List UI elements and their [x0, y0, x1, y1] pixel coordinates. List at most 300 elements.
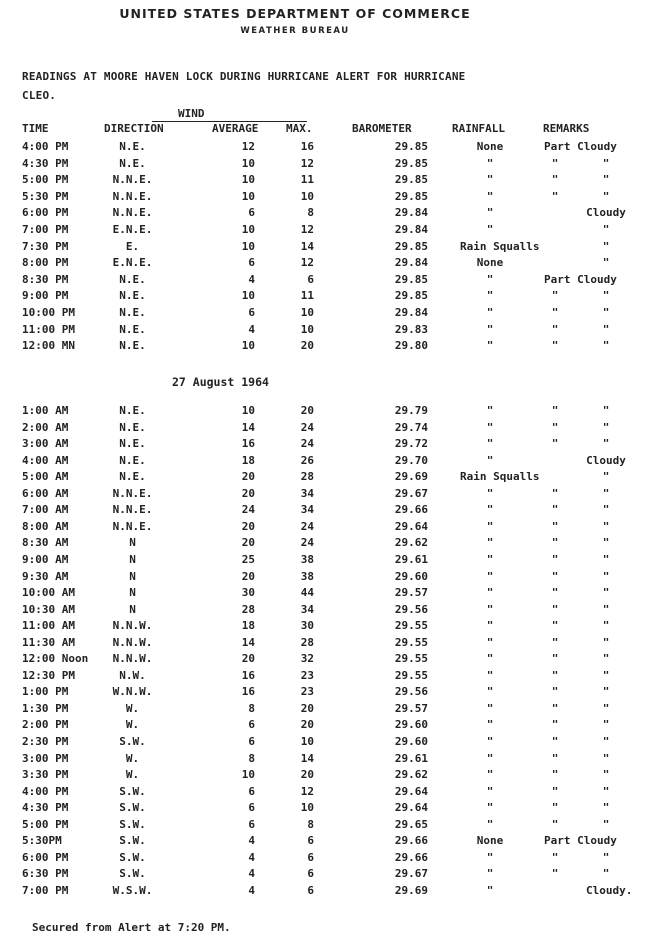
cell-time: 6:00 AM [22, 486, 69, 500]
cell-time: 9:00 AM [22, 552, 69, 566]
cell-remarks-2: " [602, 503, 610, 517]
cell-remarks-2: " [602, 404, 610, 417]
cell-rainfall: None [476, 256, 504, 270]
cell-barometer: 29.69 [394, 883, 428, 897]
cell-rainfall: " [486, 768, 494, 782]
cell-remarks-2: " [602, 619, 610, 633]
cell-remarks-1: " [551, 420, 559, 434]
cell-barometer: 29.55 [394, 619, 428, 633]
cell-rainfall: " [486, 173, 494, 187]
cell-rainfall: " [486, 404, 494, 417]
cell-average: 10 [241, 768, 255, 782]
cell-remarks-2: " [602, 586, 610, 600]
cell-time: 9:30 AM [22, 569, 69, 583]
cell-average: 24 [241, 503, 255, 517]
cell-max: 26 [300, 453, 314, 467]
cell-time: 5:00 PM [22, 817, 69, 831]
cell-time: 2:30 PM [22, 735, 69, 748]
cell-remarks-1: " [551, 668, 559, 682]
table-row [0, 851, 662, 867]
cell-time: 8:00 PM [22, 256, 69, 270]
cell-direction: N [129, 602, 136, 616]
cell-direction: S.W. [119, 784, 146, 798]
cell-rainfall: " [486, 453, 494, 467]
cell-max: 23 [300, 685, 314, 699]
cell-direction: E.N.E. [112, 223, 153, 236]
table-row [0, 157, 662, 173]
cell-max: 24 [300, 420, 314, 434]
cell-direction: S.W. [119, 867, 146, 881]
cell-remarks-1: " [551, 404, 559, 417]
cell-time: 11:30 AM [22, 635, 75, 649]
cell-time: 5:00 PM [22, 173, 69, 187]
cell-direction: N.E. [119, 339, 146, 353]
table-row [0, 785, 662, 801]
table-row [0, 487, 662, 503]
footer-note: Secured from Alert at 7:20 PM. [32, 921, 231, 934]
cell-max: 6 [307, 272, 314, 286]
table-row [0, 553, 662, 569]
table-row [0, 323, 662, 339]
cell-average: 6 [248, 256, 255, 270]
cell-max: 30 [300, 619, 314, 633]
cell-max: 6 [307, 867, 314, 881]
cell-barometer: 29.60 [394, 718, 428, 732]
cell-remarks-1: " [551, 735, 559, 748]
cell-barometer: 29.60 [394, 735, 428, 748]
cell-direction: N.E. [119, 453, 146, 467]
cell-time: 3:30 PM [22, 768, 69, 782]
cell-remarks-2: " [602, 306, 610, 319]
cell-remarks-2: Cloudy [586, 206, 626, 220]
cell-max: 14 [300, 751, 314, 765]
cell-max: 6 [307, 850, 314, 864]
cell-barometer: 29.57 [394, 701, 428, 715]
cell-rainfall: " [486, 189, 494, 203]
cell-average: 4 [248, 272, 255, 286]
table-row [0, 306, 662, 322]
cell-average: 16 [241, 668, 255, 682]
cell-rainfall: " [486, 801, 494, 815]
cell-average: 6 [248, 306, 255, 319]
table-row [0, 190, 662, 206]
cell-direction: N.E. [119, 404, 146, 417]
cell-direction: N.E. [119, 306, 146, 319]
table-row [0, 669, 662, 685]
cell-remarks-2: " [602, 239, 610, 253]
cell-remarks-2: " [602, 420, 610, 434]
cell-direction: N.N.W. [112, 635, 153, 649]
cell-barometer: 29.64 [394, 519, 428, 533]
cell-max: 44 [300, 586, 314, 600]
cell-remarks-2: " [602, 635, 610, 649]
cell-time: 4:30 PM [22, 801, 69, 815]
cell-barometer: 29.66 [394, 850, 428, 864]
cell-time: 2:00 PM [22, 718, 69, 732]
cell-rainfall: " [486, 652, 494, 666]
intro-line-1: READINGS AT MOORE HAVEN LOCK DURING HURRICANE ALERT FOR HURRICANE [22, 70, 466, 83]
cell-rainfall: " [486, 223, 494, 236]
cell-remarks-1: " [551, 850, 559, 864]
table-row [0, 503, 662, 519]
cell-barometer: 29.66 [394, 834, 428, 848]
cell-average: 6 [248, 784, 255, 798]
cell-average: 10 [241, 156, 255, 170]
cell-average: 20 [241, 652, 255, 666]
cell-remarks-2: " [602, 437, 610, 451]
cell-rainfall: " [486, 156, 494, 170]
cell-remarks-1: " [551, 784, 559, 798]
cell-time: 12:00 Noon [22, 652, 89, 666]
cell-remarks-1: " [551, 156, 559, 170]
cell-remarks-2: " [602, 718, 610, 732]
cell-time: 12:30 PM [22, 668, 75, 682]
cell-remarks-2: " [602, 552, 610, 566]
cell-direction: N.E. [119, 156, 146, 170]
cell-rainfall: " [486, 619, 494, 633]
cell-rainfall: " [486, 322, 494, 336]
table-row [0, 173, 662, 189]
cell-remarks-2: " [602, 735, 610, 748]
cell-time: 5:30PM [22, 834, 62, 848]
cell-rainfall: " [486, 289, 494, 303]
cell-time: 8:00 AM [22, 519, 69, 533]
cell-direction: N.N.E. [112, 189, 153, 203]
cell-remarks-2: " [602, 801, 610, 815]
cell-time: 11:00 AM [22, 619, 75, 633]
cell-max: 20 [300, 718, 314, 732]
cell-time: 6:00 PM [22, 850, 69, 864]
cell-remarks-2: " [602, 256, 610, 270]
cell-direction: N.E. [119, 289, 146, 303]
cell-max: 12 [300, 223, 314, 236]
table-row [0, 273, 662, 289]
cell-max: 24 [300, 536, 314, 550]
cell-max: 20 [300, 339, 314, 353]
cell-max: 6 [307, 834, 314, 848]
table-row [0, 206, 662, 222]
table-row [0, 240, 662, 256]
cell-remarks-1: " [551, 503, 559, 517]
cell-direction: W.S.W. [112, 883, 153, 897]
table-row [0, 619, 662, 635]
col-rainfall: RAINFALL [452, 122, 505, 135]
cell-direction: W.N.W. [112, 685, 153, 699]
cell-rainfall: " [486, 339, 494, 353]
cell-direction: N.N.W. [112, 652, 153, 666]
cell-barometer: 29.85 [394, 140, 428, 153]
cell-barometer: 29.83 [394, 322, 428, 336]
cell-max: 32 [300, 652, 314, 666]
cell-remarks-1: " [551, 867, 559, 881]
cell-direction: N.E. [119, 470, 146, 484]
cell-rainfall: " [486, 536, 494, 550]
table-row [0, 421, 662, 437]
cell-time: 4:00 PM [22, 140, 69, 153]
table-row [0, 586, 662, 602]
cell-max: 10 [300, 322, 314, 336]
cell-average: 20 [241, 470, 255, 484]
cell-time: 4:00 PM [22, 784, 69, 798]
cell-time: 8:30 AM [22, 536, 69, 550]
wind-group-heading: WIND [178, 107, 205, 120]
cell-direction: N [129, 552, 136, 566]
cell-max: 14 [300, 239, 314, 253]
cell-barometer: 29.60 [394, 569, 428, 583]
cell-barometer: 29.80 [394, 339, 428, 353]
cell-rainfall: " [486, 552, 494, 566]
cell-time: 5:00 AM [22, 470, 69, 484]
cell-time: 1:30 PM [22, 701, 69, 715]
cell-remarks-2: " [602, 602, 610, 616]
cell-rainfall: " [486, 306, 494, 319]
cell-time: 6:00 PM [22, 206, 69, 220]
cell-barometer: 29.84 [394, 206, 428, 220]
table-row [0, 685, 662, 701]
cell-barometer: 29.64 [394, 801, 428, 815]
cell-remarks-1: " [551, 619, 559, 633]
cell-max: 12 [300, 256, 314, 270]
cell-average: 10 [241, 404, 255, 417]
cell-average: 8 [248, 751, 255, 765]
cell-barometer: 29.67 [394, 486, 428, 500]
cell-barometer: 29.85 [394, 239, 428, 253]
cell-time: 11:00 PM [22, 322, 75, 336]
table-row [0, 520, 662, 536]
cell-time: 7:00 PM [22, 223, 69, 236]
cell-barometer: 29.79 [394, 404, 428, 417]
cell-average: 4 [248, 883, 255, 897]
cell-rainfall: " [486, 701, 494, 715]
table-row [0, 752, 662, 768]
cell-remarks-2: " [602, 751, 610, 765]
cell-remarks-2: " [602, 156, 610, 170]
cell-remarks-2: " [602, 685, 610, 699]
cell-time: 5:30 PM [22, 189, 69, 203]
cell-max: 10 [300, 801, 314, 815]
cell-average: 18 [241, 619, 255, 633]
cell-rainfall: None [476, 834, 504, 848]
cell-barometer: 29.55 [394, 668, 428, 682]
col-average: AVERAGE [212, 122, 259, 135]
cell-direction: N.E. [119, 272, 146, 286]
cell-direction: N [129, 536, 136, 550]
cell-rainfall: Rain Squalls [460, 239, 540, 253]
cell-direction: W. [125, 751, 140, 765]
cell-remarks-1: " [551, 602, 559, 616]
cell-time: 6:30 PM [22, 867, 69, 881]
cell-remarks-1: " [551, 519, 559, 533]
cell-max: 24 [300, 519, 314, 533]
cell-barometer: 29.85 [394, 173, 428, 187]
cell-average: 8 [248, 701, 255, 715]
cell-rainfall: " [486, 586, 494, 600]
cell-remarks-2: " [602, 519, 610, 533]
cell-max: 6 [307, 883, 314, 897]
cell-remarks-2: " [602, 173, 610, 187]
cell-rainfall: Rain Squalls [460, 470, 540, 484]
cell-barometer: 29.85 [394, 289, 428, 303]
cell-remarks-1: " [551, 552, 559, 566]
cell-max: 12 [300, 156, 314, 170]
cell-direction: N.E. [119, 437, 146, 451]
cell-barometer: 29.84 [394, 223, 428, 236]
cell-time: 10:00 AM [22, 586, 75, 600]
cell-remarks-1: " [551, 635, 559, 649]
cell-rainfall: " [486, 272, 494, 286]
cell-max: 20 [300, 404, 314, 417]
cell-barometer: 29.65 [394, 817, 428, 831]
table-row [0, 289, 662, 305]
col-time: TIME [22, 122, 49, 135]
cell-remarks-1: " [551, 486, 559, 500]
cell-average: 12 [241, 140, 255, 153]
cell-remarks-2: " [602, 223, 610, 236]
cell-average: 10 [241, 239, 255, 253]
cell-average: 6 [248, 801, 255, 815]
cell-remarks-1: " [551, 768, 559, 782]
cell-direction: N.N.E. [112, 173, 153, 187]
table-row [0, 404, 662, 420]
cell-time: 3:00 AM [22, 437, 69, 451]
cell-max: 11 [300, 289, 314, 303]
cell-max: 24 [300, 437, 314, 451]
cell-time: 1:00 AM [22, 404, 69, 417]
cell-rainfall: " [486, 486, 494, 500]
cell-remarks: Part Cloudy [544, 834, 617, 848]
cell-barometer: 29.56 [394, 685, 428, 699]
cell-direction: W. [125, 718, 140, 732]
cell-time: 9:00 PM [22, 289, 69, 303]
cell-average: 14 [241, 420, 255, 434]
cell-average: 18 [241, 453, 255, 467]
cell-max: 38 [300, 552, 314, 566]
cell-rainfall: " [486, 817, 494, 831]
cell-time: 1:00 PM [22, 685, 69, 699]
cell-remarks-1: " [551, 817, 559, 831]
cell-time: 8:30 PM [22, 272, 69, 286]
table-row [0, 470, 662, 486]
cell-max: 16 [300, 140, 314, 153]
cell-barometer: 29.74 [394, 420, 428, 434]
cell-barometer: 29.62 [394, 768, 428, 782]
cell-remarks-2: " [602, 850, 610, 864]
cell-direction: N.N.E. [112, 503, 153, 517]
cell-remarks-2: " [602, 668, 610, 682]
cell-remarks-2: " [602, 817, 610, 831]
cell-barometer: 29.70 [394, 453, 428, 467]
cell-barometer: 29.84 [394, 256, 428, 270]
cell-max: 10 [300, 735, 314, 748]
cell-remarks-1: " [551, 306, 559, 319]
table-row [0, 867, 662, 883]
cell-rainfall: " [486, 784, 494, 798]
cell-remarks-1: " [551, 289, 559, 303]
cell-remarks-1: " [551, 536, 559, 550]
cell-max: 8 [307, 817, 314, 831]
cell-average: 20 [241, 569, 255, 583]
cell-remarks: Part Cloudy [544, 140, 617, 153]
cell-remarks-2: " [602, 470, 610, 484]
cell-direction: N [129, 586, 136, 600]
cell-max: 34 [300, 503, 314, 517]
table-row [0, 223, 662, 239]
cell-remarks-2: " [602, 784, 610, 798]
cell-max: 34 [300, 602, 314, 616]
cell-max: 12 [300, 784, 314, 798]
cell-time: 7:30 PM [22, 239, 69, 253]
cell-direction: N.E. [119, 420, 146, 434]
table-row [0, 801, 662, 817]
cell-max: 10 [300, 189, 314, 203]
cell-rainfall: " [486, 503, 494, 517]
cell-rainfall: " [486, 685, 494, 699]
cell-max: 20 [300, 768, 314, 782]
cell-remarks-2: " [602, 536, 610, 550]
table-row [0, 652, 662, 668]
cell-remarks-1: " [551, 189, 559, 203]
cell-rainfall: " [486, 635, 494, 649]
cell-rainfall: " [486, 850, 494, 864]
bureau-heading: WEATHER BUREAU [240, 26, 350, 36]
cell-average: 10 [241, 289, 255, 303]
cell-rainfall: " [486, 751, 494, 765]
cell-max: 10 [300, 306, 314, 319]
table-row [0, 603, 662, 619]
table-row [0, 256, 662, 272]
cell-remarks-2: " [602, 701, 610, 715]
cell-average: 4 [248, 850, 255, 864]
cell-average: 25 [241, 552, 255, 566]
cell-barometer: 29.62 [394, 536, 428, 550]
cell-average: 4 [248, 322, 255, 336]
cell-time: 7:00 PM [22, 883, 69, 897]
cell-remarks-1: " [551, 701, 559, 715]
cell-rainfall: " [486, 867, 494, 881]
cell-max: 23 [300, 668, 314, 682]
cell-barometer: 29.66 [394, 503, 428, 517]
cell-average: 6 [248, 206, 255, 220]
cell-direction: S.W. [119, 850, 146, 864]
cell-average: 28 [241, 602, 255, 616]
department-heading: UNITED STATES DEPARTMENT OF COMMERCE [119, 6, 471, 21]
cell-direction: N.E. [119, 140, 146, 153]
cell-remarks-2: " [602, 339, 610, 353]
cell-time: 12:00 MN [22, 339, 75, 353]
cell-barometer: 29.61 [394, 751, 428, 765]
cell-barometer: 29.61 [394, 552, 428, 566]
cell-remarks-1: " [551, 322, 559, 336]
cell-rainfall: " [486, 420, 494, 434]
cell-average: 10 [241, 189, 255, 203]
cell-remarks-1: " [551, 718, 559, 732]
cell-remarks-1: " [551, 652, 559, 666]
cell-remarks-1: " [551, 569, 559, 583]
cell-rainfall: " [486, 519, 494, 533]
cell-barometer: 29.72 [394, 437, 428, 451]
table-row [0, 437, 662, 453]
cell-direction: N [129, 569, 136, 583]
cell-average: 10 [241, 223, 255, 236]
cell-max: 28 [300, 470, 314, 484]
cell-barometer: 29.64 [394, 784, 428, 798]
cell-direction: N.W. [119, 668, 146, 682]
cell-direction: N.N.E. [112, 486, 153, 500]
cell-rainfall: " [486, 602, 494, 616]
table-row [0, 570, 662, 586]
cell-remarks: Part Cloudy [544, 272, 617, 286]
table-row [0, 536, 662, 552]
